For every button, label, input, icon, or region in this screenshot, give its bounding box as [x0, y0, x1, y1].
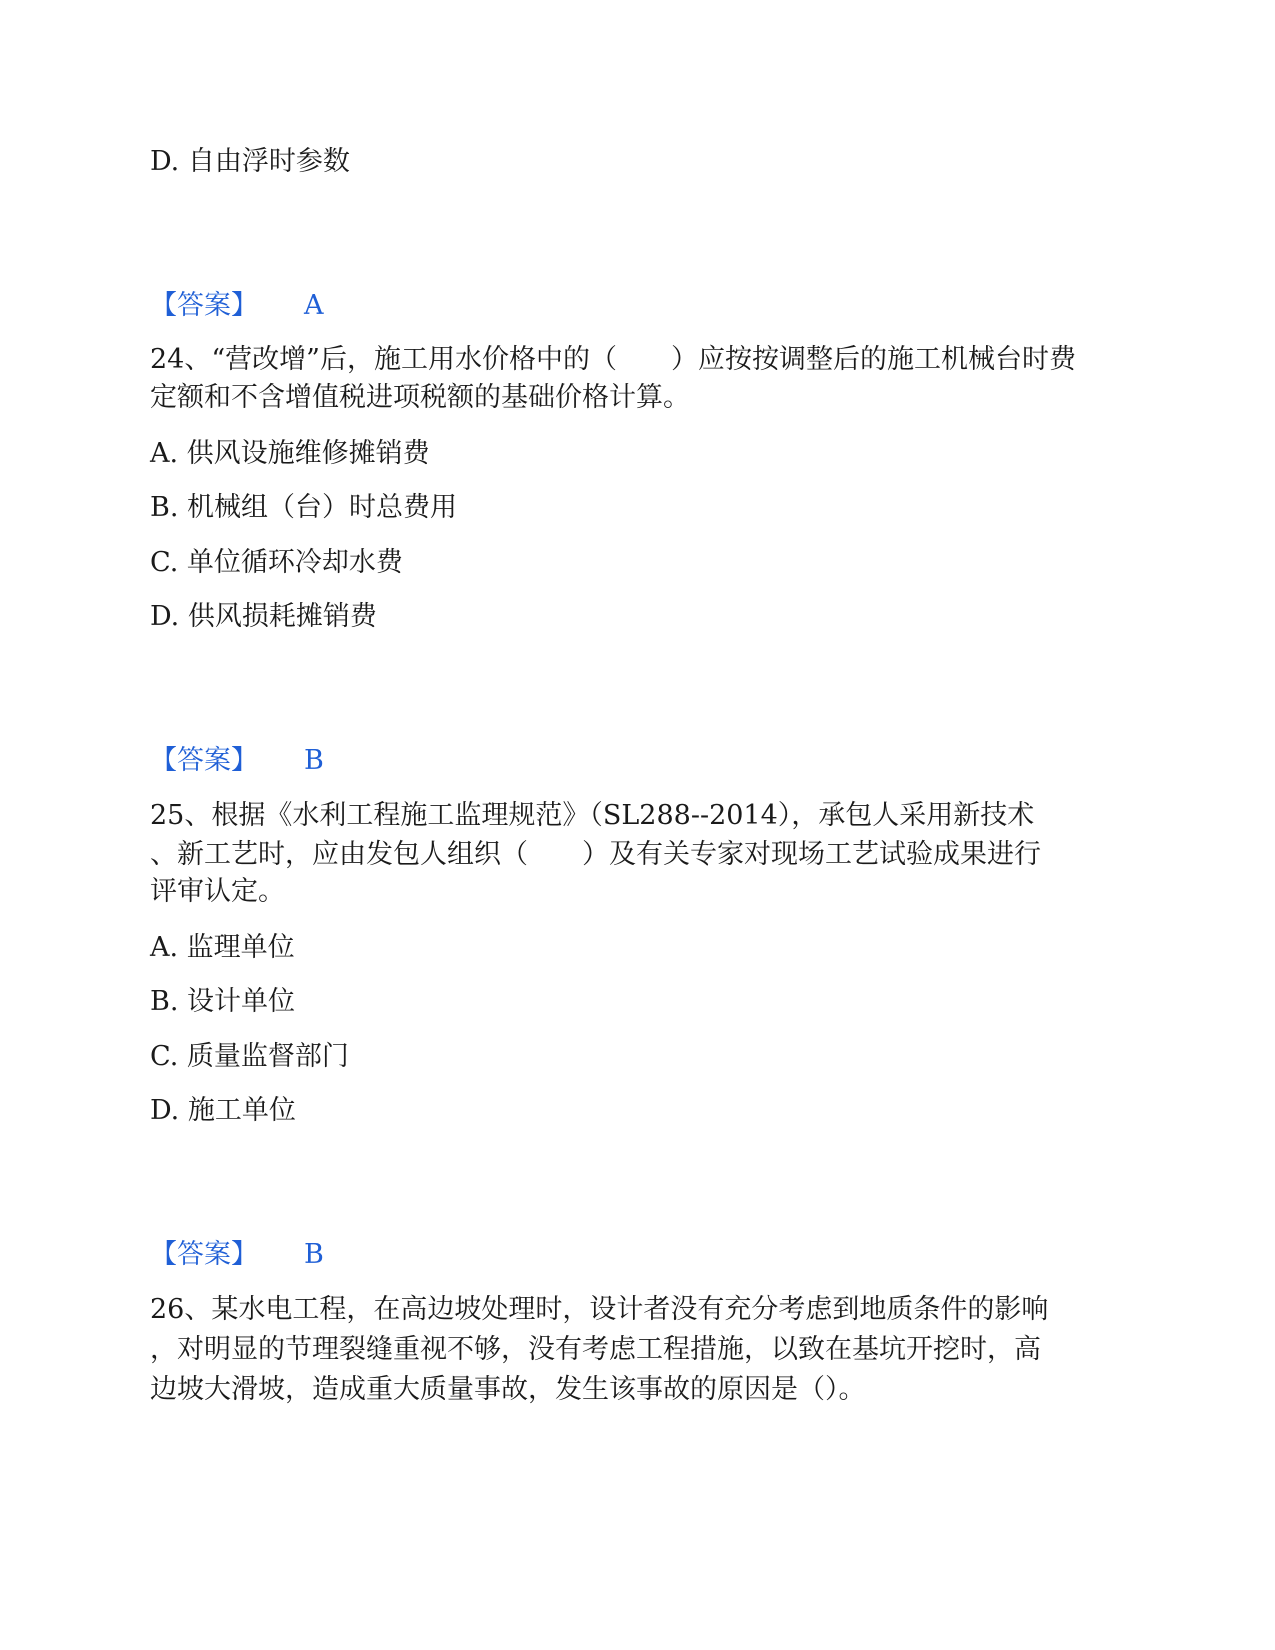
q25-option-c: C. 质量监督部门 [150, 1041, 349, 1072]
q24-stem-line-2: 定额和不含增值税进项税额的基础价格计算。 [150, 382, 690, 413]
answer-letter: A [304, 290, 324, 321]
q24-option-c: C. 单位循环冷却水费 [150, 547, 403, 578]
answer-letter: B [304, 1239, 324, 1270]
q23-option-d: D. 自由浮时参数 [150, 146, 350, 177]
q26-stem-line-2: ，对明显的节理裂缝重视不够，没有考虑工程措施，以致在基坑开挖时，高 [150, 1334, 1041, 1365]
q24-option-b: B. 机械组（台）时总费用 [150, 492, 458, 523]
answer-label: 【答案】 [150, 1239, 258, 1270]
q25-option-b: B. 设计单位 [150, 986, 296, 1017]
answer-letter: B [304, 745, 324, 776]
q25-option-d: D. 施工单位 [150, 1095, 296, 1126]
q26-stem-line-1: 26、某水电工程，在高边坡处理时，设计者没有充分考虑到地质条件的影响 [150, 1294, 1049, 1325]
q25-stem-line-2: 、新工艺时，应由发包人组织（ ）及有关专家对现场工艺试验成果进行 [150, 839, 1041, 870]
answer-label: 【答案】 [150, 745, 258, 776]
q24-answer [150, 741, 324, 781]
q24-stem-line-1: 24、“营改增”后，施工用水价格中的（ ）应按按调整后的施工机械台时费 [150, 344, 1076, 375]
q25-stem-line-1: 25、根据《水利工程施工监理规范》（SL288--2014），承包人采用新技术 [150, 800, 1035, 831]
answer-label: 【答案】 [150, 290, 258, 321]
q23-answer [150, 286, 324, 326]
q24-option-d: D. 供风损耗摊销费 [150, 601, 377, 632]
q25-stem-line-3: 评审认定。 [150, 876, 285, 907]
q26-stem-line-3: 边坡大滑坡，造成重大质量事故，发生该事故的原因是（）。 [150, 1374, 866, 1405]
q24-option-a: A. 供风设施维修摊销费 [150, 438, 430, 469]
q25-option-a: A. 监理单位 [150, 932, 295, 963]
q25-answer [150, 1235, 324, 1275]
